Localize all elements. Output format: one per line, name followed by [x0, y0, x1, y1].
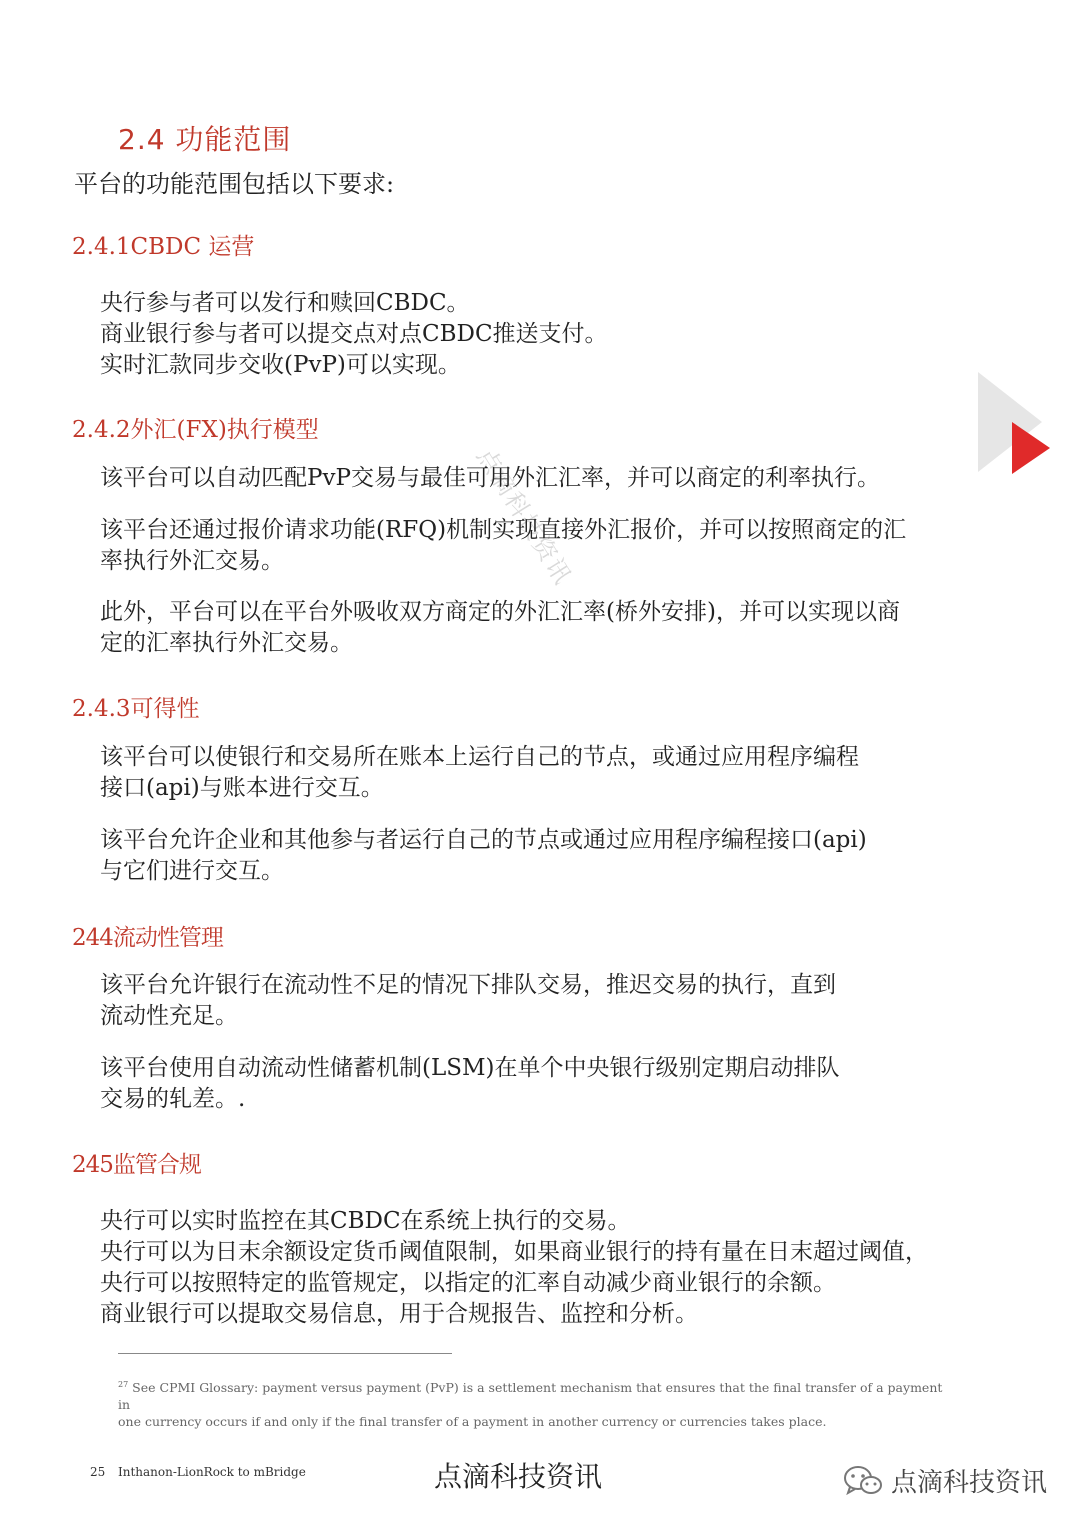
text-line: 流动性充足。: [100, 1003, 238, 1029]
text-line: 实时汇款同步交收(PvP)可以实现。: [100, 352, 461, 378]
text-line: 定的汇率执行外汇交易。: [100, 630, 353, 656]
subsection-heading-cbdc: 2.4.1CBDC 运营: [72, 234, 255, 260]
text-line: 央行可以按照特定的监管规定，以指定的汇率自动减少商业银行的余额。: [100, 1270, 836, 1296]
text-line: 该平台还通过报价请求功能(RFQ)机制实现直接外汇报价，并可以按照商定的汇: [100, 517, 907, 543]
text-line: 央行可以为日末余额设定货币阈值限制，如果商业银行的持有量在日末超过阈值，: [100, 1239, 928, 1265]
text-line: 该平台可以使银行和交易所在账本上运行自己的节点，或通过应用程序编程: [100, 744, 859, 770]
paragraph: [100, 1053, 1020, 1115]
wechat-icon: [843, 1465, 883, 1497]
subsection-heading-compliance: 245监管合规: [72, 1152, 201, 1178]
paragraph: [100, 825, 1020, 887]
text-line: 商业银行参与者可以提交点对点CBDC推送支付。: [100, 321, 608, 347]
text-line: 率执行外汇交易。: [100, 548, 284, 574]
paragraph: [100, 597, 1020, 659]
paragraph: [100, 515, 1020, 577]
section-title: 2.4 功能范围: [118, 123, 292, 156]
paragraph: [100, 970, 1020, 1032]
text-line: 该平台允许企业和其他参与者运行自己的节点或通过应用程序编程接口(api): [100, 827, 867, 853]
subsection-heading-availability: 2.4.3可得性: [72, 696, 200, 722]
paragraph: [100, 463, 1020, 494]
text-line: 商业银行可以提取交易信息，用于合规报告、监控和分析。: [100, 1301, 698, 1327]
text-line: 该平台使用自动流动性储蓄机制(LSM)在单个中央银行级别定期启动排队: [100, 1055, 840, 1081]
subsection-heading-liquidity: 244流动性管理: [72, 925, 223, 951]
footnote-line: one currency occurs if and only if the final transfer of a payment in another currency or currencies takes place.: [118, 1414, 827, 1430]
wechat-account-name: 点滴科技资讯: [891, 1468, 1048, 1498]
watermark: 点滴科技资讯: [471, 443, 578, 591]
corner-arrow-decoration: [976, 370, 1052, 476]
paragraph: [100, 288, 1020, 381]
text-line: 该平台允许银行在流动性不足的情况下排队交易，推迟交易的执行，直到: [100, 972, 836, 998]
paragraph: [100, 742, 1020, 804]
subsection-heading-fx: 2.4.2外汇(FX)执行模型: [72, 417, 319, 443]
text-line: 央行可以实时监控在其CBDC在系统上执行的交易。: [100, 1208, 631, 1234]
text-line: 交易的轧差。.: [100, 1086, 246, 1112]
text-line: 该平台可以自动匹配PvP交易与最佳可用外汇汇率，并可以商定的利率执行。: [100, 465, 880, 491]
page-number: 25: [90, 1465, 106, 1479]
footnote-divider: [118, 1353, 452, 1354]
footer-brand: 点滴科技资讯: [434, 1460, 603, 1493]
text-line: 与它们进行交互。: [100, 858, 284, 884]
wechat-account[interactable]: [843, 1462, 1047, 1499]
footnote-line: See CPMI Glossary: payment versus payment (PvP) is a settlement mechanism that ensures that the final transfer of a payment in: [118, 1380, 943, 1413]
footnote: [118, 1376, 958, 1430]
paragraph: [100, 1206, 1020, 1330]
text-line: 接口(api)与账本进行交互。: [100, 775, 384, 801]
text-line: 此外，平台可以在平台外吸收双方商定的外汇汇率(桥外安排)，并可以实现以商: [100, 599, 900, 625]
section-intro: 平台的功能范围包括以下要求:: [74, 170, 395, 198]
text-line: 央行参与者可以发行和赎回CBDC。: [100, 290, 470, 316]
footnote-number: 27: [118, 1380, 129, 1389]
document-name: Inthanon-LionRock to mBridge: [118, 1465, 306, 1479]
